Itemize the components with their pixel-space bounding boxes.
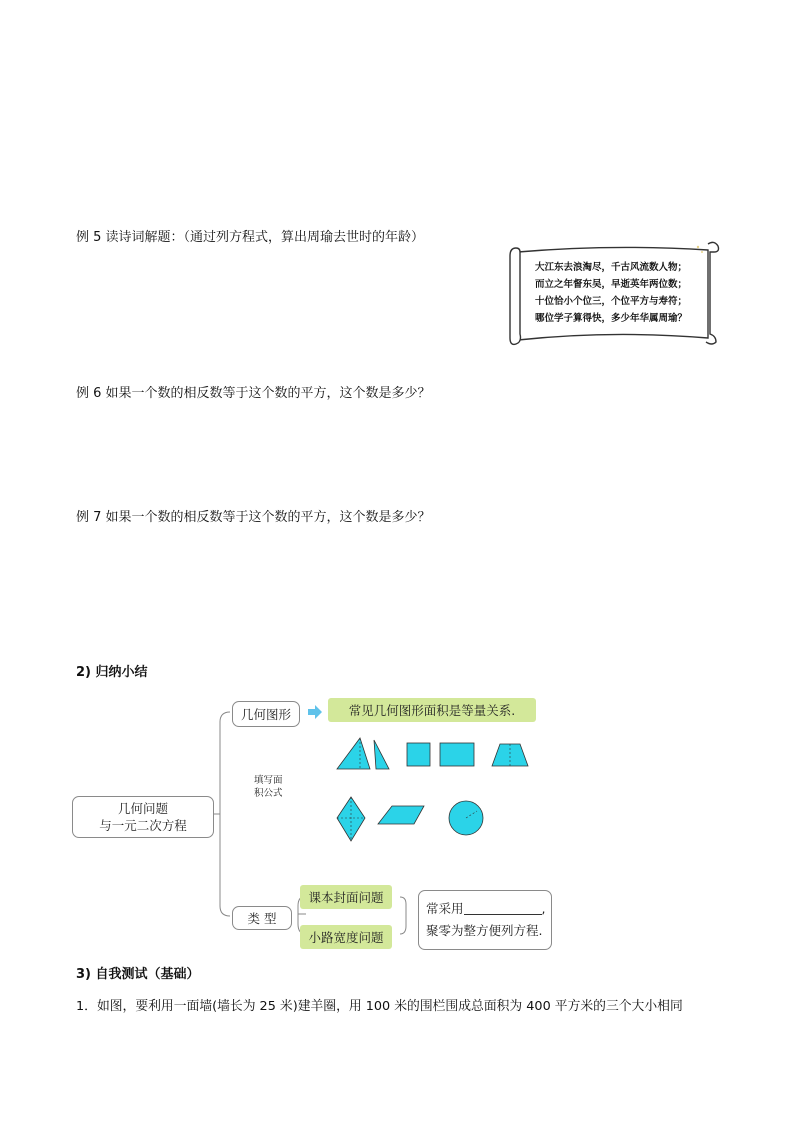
example-6-text: 例 6 如果一个数的相反数等于这个数的平方，这个数是多少？ — [76, 386, 431, 401]
circle-shape — [449, 801, 483, 835]
obtuse-triangle-shape — [374, 740, 389, 769]
method-box — [418, 890, 552, 950]
poem-line: 哪位学子算得快，多少年华属周瑜？ — [535, 313, 688, 324]
example-7-text: 例 7 如果一个数的相反数等于这个数的平方，这个数是多少？ — [76, 510, 431, 525]
fill-formula-line-2: 积公式 — [254, 788, 283, 799]
method-blank — [464, 900, 542, 915]
poem-line: 而立之年督东吴，早逝英年两位数； — [535, 279, 688, 290]
branch-node-shapes: 几何图形 — [232, 701, 300, 727]
shapes-note: 常见几何图形面积是等量关系. — [328, 698, 536, 722]
type-cover-problem: 课本封面问题 — [300, 885, 392, 909]
section-2-heading: 2) 归纳小结 — [76, 665, 148, 680]
branch-node-types: 类 型 — [232, 906, 292, 930]
triangle-shape — [337, 738, 370, 769]
root-node — [72, 796, 214, 838]
root-node-line-1: 几何问题 — [117, 801, 168, 816]
method-comma: , — [541, 901, 546, 916]
rhombus-shape — [337, 797, 365, 841]
fill-formula-label — [254, 774, 283, 800]
shapes-row-1 — [336, 736, 546, 772]
method-line-1: 常采用 — [426, 901, 464, 916]
right-arrow-icon — [307, 705, 323, 719]
shapes-row-2 — [334, 796, 494, 846]
summary-mind-map — [70, 694, 560, 952]
example-5-text: 例 5 读诗词解题：（通过列方程式，算出周瑜去世时的年龄） — [76, 230, 425, 245]
poem-line: 十位恰小个位三，个位平方与寿符； — [535, 296, 688, 307]
fill-formula-line-1: 填写面 — [254, 775, 283, 786]
poem-line: 大江东去浪淘尽，千古风流数人物； — [535, 262, 688, 273]
parallelogram-shape — [378, 806, 424, 824]
method-line-2: 聚零为整方便列方程. — [426, 923, 543, 938]
trapezoid-shape — [492, 744, 528, 766]
poem-scroll — [502, 238, 724, 348]
root-node-line-2: 与一元二次方程 — [99, 818, 187, 833]
square-shape — [407, 743, 430, 766]
section-3-heading: 3) 自我测试（基础） — [76, 967, 200, 982]
question-1-text: 1．如图，要利用一面墙(墙长为 25 米)建羊圈，用 100 米的围栏围成总面积为 400 平方米的三个大小相同 — [76, 999, 683, 1014]
type-path-width-problem: 小路宽度问题 — [300, 925, 392, 949]
rectangle-shape — [440, 743, 474, 766]
